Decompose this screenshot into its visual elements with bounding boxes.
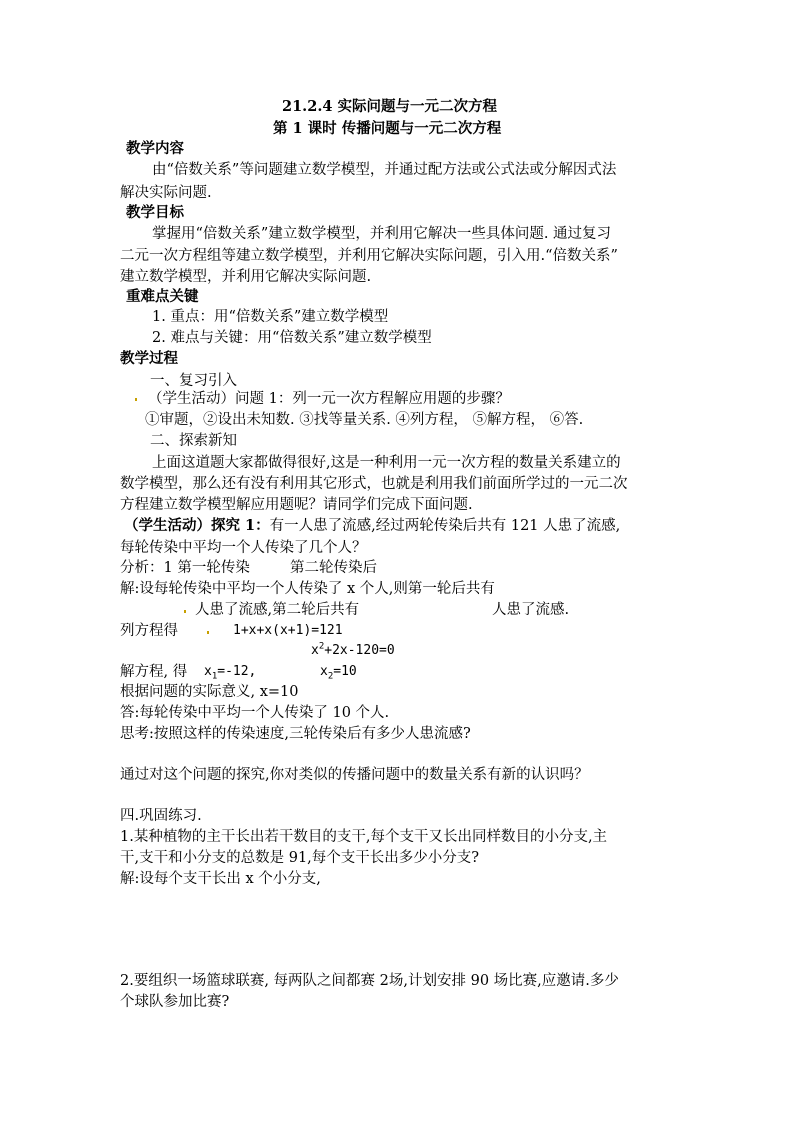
practice-solution-1: 解:设每个支干长出 x 个小分支, — [120, 871, 321, 887]
root-subscript: 2 — [327, 671, 334, 682]
paragraph-line: 上面这道题大家都做得很好,这是一种利用一元一次方程的数量关系建立的 — [152, 455, 621, 471]
paragraph-line: 二元一次方程组等建立数学模型，并利用它解决实际问题，引入用.“倍数关系” — [120, 248, 618, 264]
analysis-line: 分析：1 第一轮传染 — [120, 560, 250, 576]
marker-dot — [135, 398, 137, 401]
root-value: =10 — [333, 664, 357, 679]
root-subscript: 1 — [211, 671, 218, 682]
analysis-line-second: 第二轮传染后 — [290, 560, 377, 576]
page-subtitle: 第 1 课时 传播问题与一元二次方程 — [273, 120, 502, 137]
solution-line: 解:设每轮传染中平均一个人传染了 x 个人,则第一轮后共有 — [120, 581, 495, 597]
root-var: x — [320, 664, 328, 679]
solve-label: 解方程, 得 — [120, 664, 188, 680]
explore-question — [124, 516, 620, 536]
equation-var: x — [311, 643, 319, 658]
paragraph-line: 掌握用“倍数关系”建立数学模型，并利用它解决一些具体问题. 通过复习 — [152, 226, 612, 242]
explore-text: 有一人患了流感,经过两轮传染后共有 121 人患了流感, — [269, 518, 621, 534]
list-item: 1. 重点：用“倍数关系”建立数学模型 — [152, 309, 389, 325]
section-heading-content: 教学内容 — [126, 140, 184, 157]
activity-question: （学生活动）问题 1：列一元一次方程解应用题的步骤？ — [148, 391, 510, 407]
practice-heading: 四.巩固练习. — [120, 808, 202, 824]
root-var: x — [204, 664, 212, 679]
paragraph-line: 方程建立数学模型解应用题呢？请同学们完成下面问题. — [120, 497, 473, 513]
equation: 1+x+x(x+1)=121 — [233, 623, 343, 638]
paragraph-line: 由“倍数关系”等问题建立数学模型，并通过配方法或公式法或分解因式法 — [152, 162, 617, 178]
subsection-title: 一、复习引入 — [150, 373, 237, 389]
subsection-title: 二、探索新知 — [150, 433, 237, 449]
section-heading-goal: 教学目标 — [126, 204, 184, 221]
root-1 — [204, 662, 256, 682]
practice-question-1: 1.某种植物的主干长出若干数目的支干,每个支干又长出同样数目的小分支,主 — [120, 829, 608, 845]
section-heading-process: 教学过程 — [120, 350, 178, 367]
solution-line-end: 人患了流感. — [492, 602, 570, 618]
paragraph-line: 数学模型，那么还有没有利用其它形式，也就是利用我们前面所学过的一元二次 — [120, 476, 628, 492]
paragraph-line: 每轮传染中平均一个人传染了几个人？ — [120, 540, 367, 556]
paragraph-line: 建立数学模型，并利用它解决实际问题. — [120, 269, 372, 285]
practice-question-1: 干,支干和小分支的总数是 91,每个支干长出多少小分支? — [120, 850, 480, 866]
solution-line: 人患了流感,第二轮后共有 — [195, 602, 360, 618]
equation-exponent: 2 — [318, 641, 325, 652]
section-heading-key: 重难点关键 — [126, 288, 199, 305]
steps-list: ①审题，②设出未知数. ③找等量关系. ④列方程， ⑤解方程， ⑥答. — [145, 412, 584, 428]
explore-label: （学生活动）探究 1： — [124, 517, 270, 534]
marker-dot — [207, 631, 209, 634]
root-value: =-12, — [217, 664, 257, 679]
meaning-line: 根据问题的实际意义, x=10 — [120, 684, 299, 700]
equation-rest: +2x-120=0 — [324, 643, 395, 658]
marker-dot — [184, 610, 186, 613]
practice-question-2: 个球队参加比赛? — [120, 994, 230, 1010]
page-title: 21.2.4 实际问题与一元二次方程 — [282, 98, 497, 115]
root-2 — [320, 662, 357, 682]
paragraph-line: 解决实际问题. — [120, 185, 212, 201]
list-item: 2. 难点与关键：用“倍数关系”建立数学模型 — [152, 330, 432, 346]
think-line: 思考:按照这样的传染速度,三轮传染后有多少人患流感? — [120, 726, 471, 742]
equation-label: 列方程得 — [120, 623, 178, 639]
equation — [311, 641, 395, 661]
practice-question-2: 2.要组织一场篮球联赛, 每两队之间都赛 2场,计划安排 90 场比赛,应邀请.多少 — [120, 973, 619, 989]
answer-line: 答:每轮传染中平均一个人传染了 10 个人. — [120, 705, 390, 721]
reflect-line: 通过对这个问题的探究,你对类似的传播问题中的数量关系有新的认识吗？ — [120, 767, 589, 783]
